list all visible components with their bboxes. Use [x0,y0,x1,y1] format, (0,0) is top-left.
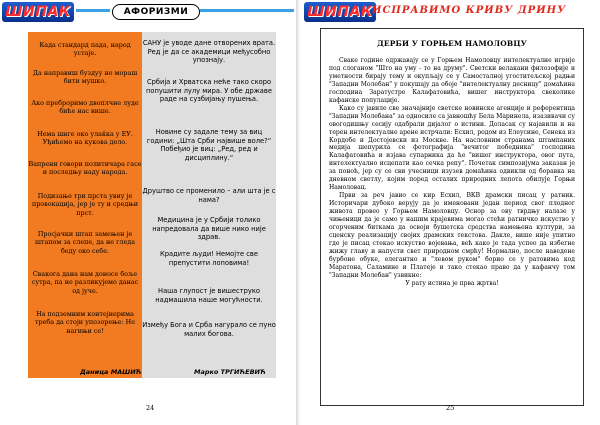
aphorism: САНУ је уводе дане отворених врата. Ред је да се академици међусобно упознају. [142,39,276,65]
aphorisms-left-column [28,32,142,378]
aphorism: На подземним контејнерима треба да стоји упозорење: Не нагињи се! [34,310,135,335]
article-paragraph: Први за реч јавио се кир Есхил, ВКВ драмски писац у ратник. Историчари дубоко верују да је именовани један период свог плодног живота провео у Горњем Намоловцу. Оснор за ову тврдњу налазе у чињеници да је само у нашим крајевима могао стећи ратничко искуство у огорченим биткама да освоји бушетска средства намењена култури, за сценску реализацију својих драмских текстова. Дакле, више није упитно где је писац стекао искуство војевања, већ како је тада успео да избегне жижу главу и напусти свет природном смрћу! Нормално, после наведене бурбоне обуке, елегантно и "левом руком" борио се у ратовима код Маратона, Саламине и Платеје и тако стекао право да у кафанчу том "Западни Молебан" узвикне: [329,192,575,279]
aphorism: Када стандард пада, народ устаје. [39,41,131,58]
right-page [300,0,600,425]
aphorism: Нема шнге око улаќка у ЕУ. Уђићемо на кукова дело. [37,130,133,147]
article-paragraph: Сваке године одржавају се у Горњем Намоловцу интелектуалне игрије под слоганом "Што на уму - то на друму". Светски велакани филозофије и уметности бирају тему и окупљају се у Самосталној угоститељској радњи "Западни Молебан" у покушају да обоје "интелектуалну десницу" домаћина господина Заратустре Калафатовића, вишег инструктора свеколике кафанске популације. [329,57,575,104]
article-paragraph: Како су јавиле све значајније светске новинске агенције и референтица "Западни Молебана" за односиле са јавношћу Бела Маринела, изазивачи су овогодишњу сесију одабрали дијалог о истини. Доласак су најавили и на терен интелектуалне арене истрчали: Есхил, родом из Елеусине, Сенека из Кордобе и Достојевски из Москве. На насловним странама штампаних медија шепурила се фотографија "вечитог победника" господина Калафатовића и изјава супарника да ће "вишег инструктора, овог пута, интелектуално исцепати као сечка репу". Почетак симпозијума заказан је за поноћ, јер су се сви учесници изузев домаћина одвикли од боравка на дневном светлу, којим поред осталих природних лепота обилује Горњи Намоловац. [329,104,575,192]
aphorism: Србија и Хрватска неће тако скоро попушити лулу мира. У обе државе раде на сузбијању пушења. [146,78,272,104]
aphorism: Вапрени говори политичара гасе и последњу наду народа. [28,160,142,177]
header-rule [200,9,294,12]
header-rule [76,9,110,12]
article-title: ДЕРБИ У ГОРЊЕМ НАМОЛОВЦУ [377,39,527,48]
page-number: 25 [446,404,455,412]
aphorism: Ако преброримо двоплчне луде биће нас више. [31,99,139,116]
aphorism: Медицина је у Србији толико напредовала да више нико није здрав. [152,216,266,242]
article-box [320,28,584,406]
author-name: Даница МАШИЋ [80,368,142,376]
aphorism: Друштво се променило – али шта је с нама? [142,187,276,204]
aphorism: Подизање три прста увиу је провокација, јер је ту и средњи прст. [31,192,139,217]
section-title: АФОРИЗМИ [112,4,200,20]
page-number: 24 [146,404,155,412]
aphorism: Новине су задале тему за виц години: „Шта Срби највише воле?“ Побеђио је виц: „Ред, ред и дисциплину.“ [146,128,272,162]
aphorisms-right-column [142,32,276,378]
aphorism: Наша глупост је вишеструко надмашила наше могућности. [155,287,263,304]
magazine-logo [2,2,74,22]
logo-text: ШИПАК [5,4,71,20]
magazine-slogan: ИСПРАВИМО КРИВУ ДРИНУ [372,5,567,16]
aphorism: Крадите људи! Немојте све препустити лоповима! [160,250,258,267]
magazine-logo [304,2,376,22]
aphorism: Да направиш буздуу не мораш бити мушко. [32,69,138,86]
aphorism: Просјачки штап замењен је штапом за слепе, да не гледа беду око себе. [34,230,136,255]
article-paragraph: У рату истина је прва жртва! [405,279,499,287]
article-body [329,57,575,288]
aphorism: Свакога дана нам доносе боље сутра, па не разликујемо данас од јуче. [31,270,139,295]
aphorism: Између Бога и Срба нагурало се пуно малих богова. [142,321,276,338]
author-name: Марко ТРГИЋЕВИЋ [194,368,266,376]
logo-text: ШИПАК [307,4,373,20]
